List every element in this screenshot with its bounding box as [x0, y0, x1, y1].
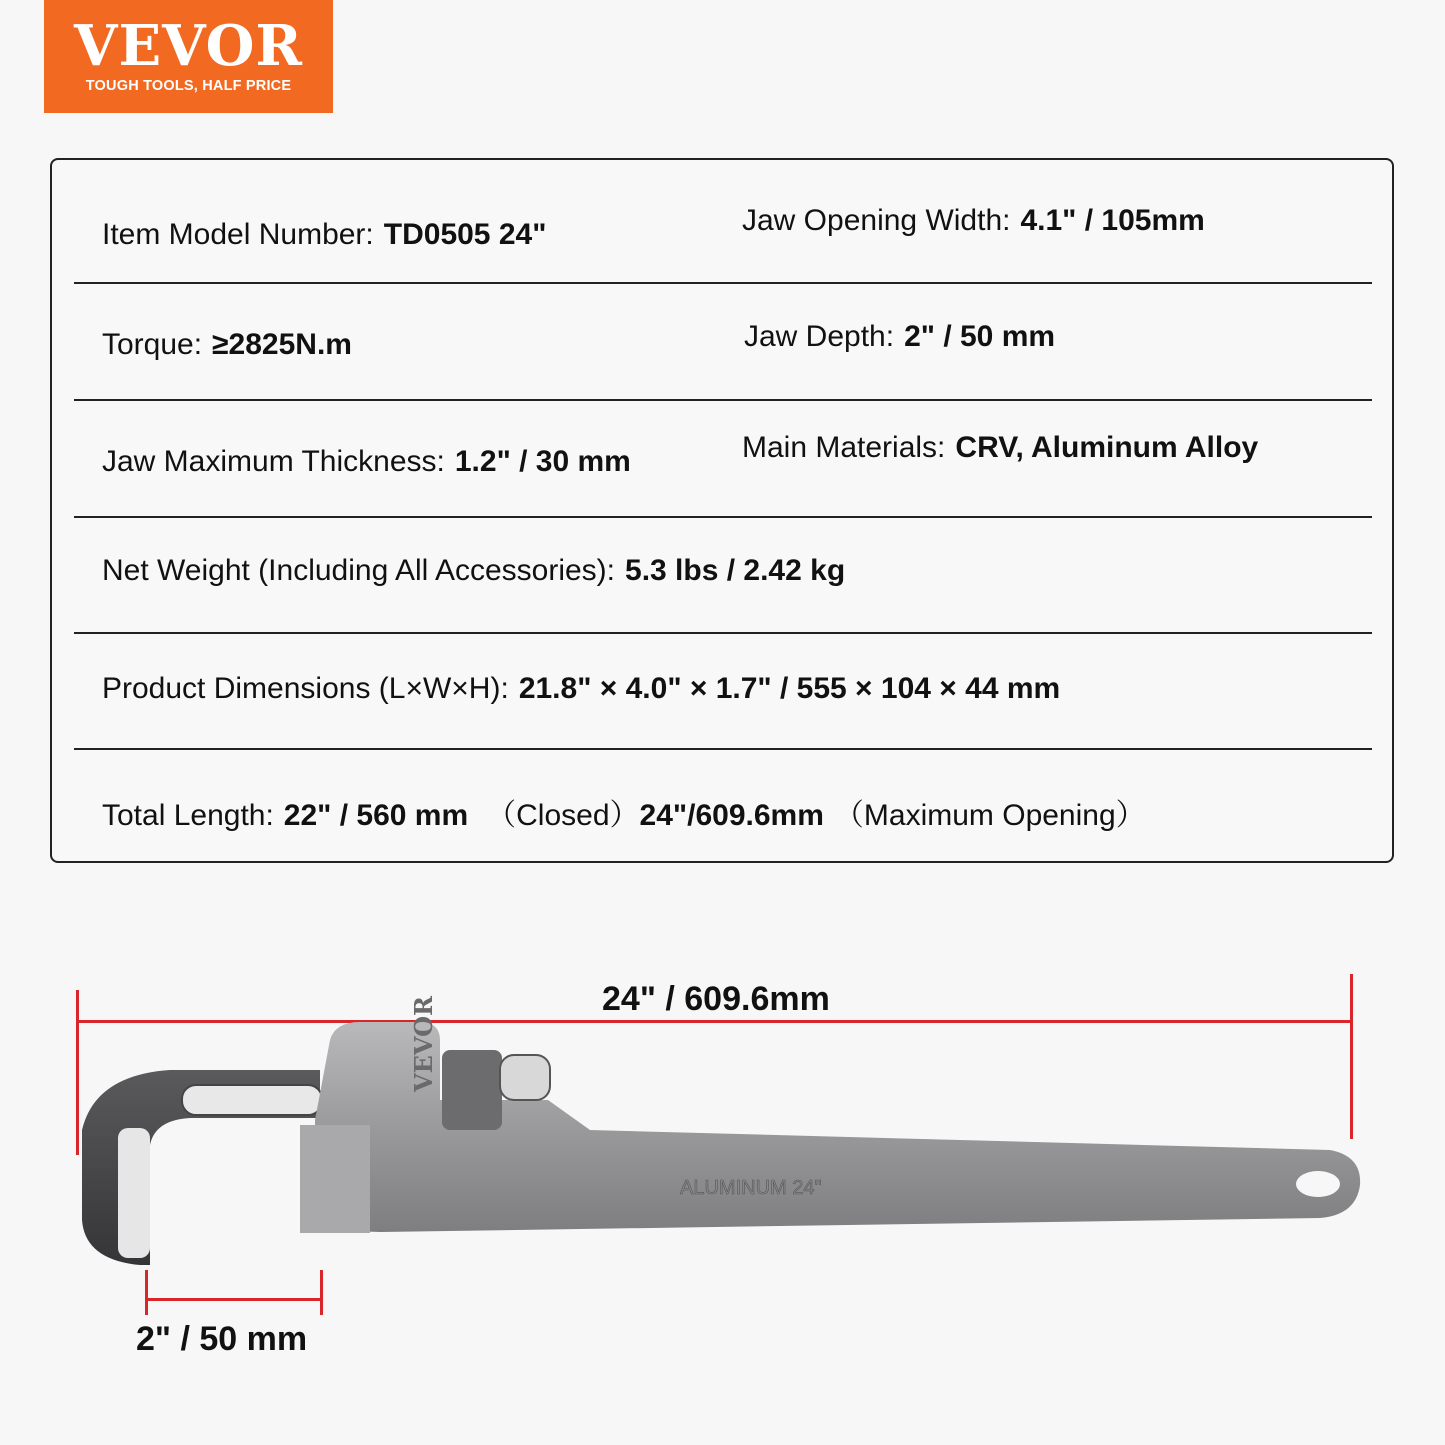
spec-jaw-depth: Jaw Depth: 2" / 50 mm [744, 320, 1056, 353]
spec-row-5 [74, 634, 1372, 750]
spec-row-4 [74, 518, 1372, 634]
spec-jaw-thickness: Jaw Maximum Thickness: 1.2" / 30 mm [102, 445, 631, 478]
spec-length: Total Length: 22" / 560 mm （Closed）24"/609.6mm （Maximum Opening） [102, 799, 1146, 832]
spec-row-6 [74, 750, 1372, 862]
wrench-diagram [0, 960, 1445, 1380]
total-length-label: 24" / 609.6mm [602, 980, 830, 1018]
jaw-depth-line [147, 1298, 321, 1301]
spec-materials: Main Materials: CRV, Aluminum Alloy [742, 431, 1259, 464]
spec-table [50, 158, 1394, 863]
vevor-logo [44, 0, 333, 113]
spec-weight: Net Weight (Including All Accessories): 5.3 lbs / 2.42 kg [102, 554, 846, 587]
wrench-brand-text: VEVOR [409, 996, 438, 1092]
spec-row-1 [74, 160, 1372, 284]
spec-row-2 [74, 284, 1372, 401]
jaw-left-tick [145, 1270, 148, 1315]
spec-jaw-opening: Jaw Opening Width: 4.1" / 105mm [742, 204, 1205, 237]
pipe-wrench-icon [0, 960, 1445, 1380]
svg-text:ALUMINUM 24": ALUMINUM 24" [680, 1177, 822, 1199]
spec-dimensions: Product Dimensions (L×W×H): 21.8" × 4.0" × 1.7" / 555 × 104 × 44 mm [102, 672, 1061, 705]
logo-brand: VEVOR [74, 13, 303, 79]
spec-row-3 [74, 401, 1372, 518]
spec-model: Item Model Number: TD0505 24" [102, 218, 547, 251]
spec-torque: Torque: ≥2825N.m [102, 328, 352, 361]
jaw-depth-label: 2" / 50 mm [136, 1320, 308, 1358]
jaw-right-tick [320, 1270, 323, 1315]
logo-tagline: TOUGH TOOLS, HALF PRICE [85, 78, 292, 94]
